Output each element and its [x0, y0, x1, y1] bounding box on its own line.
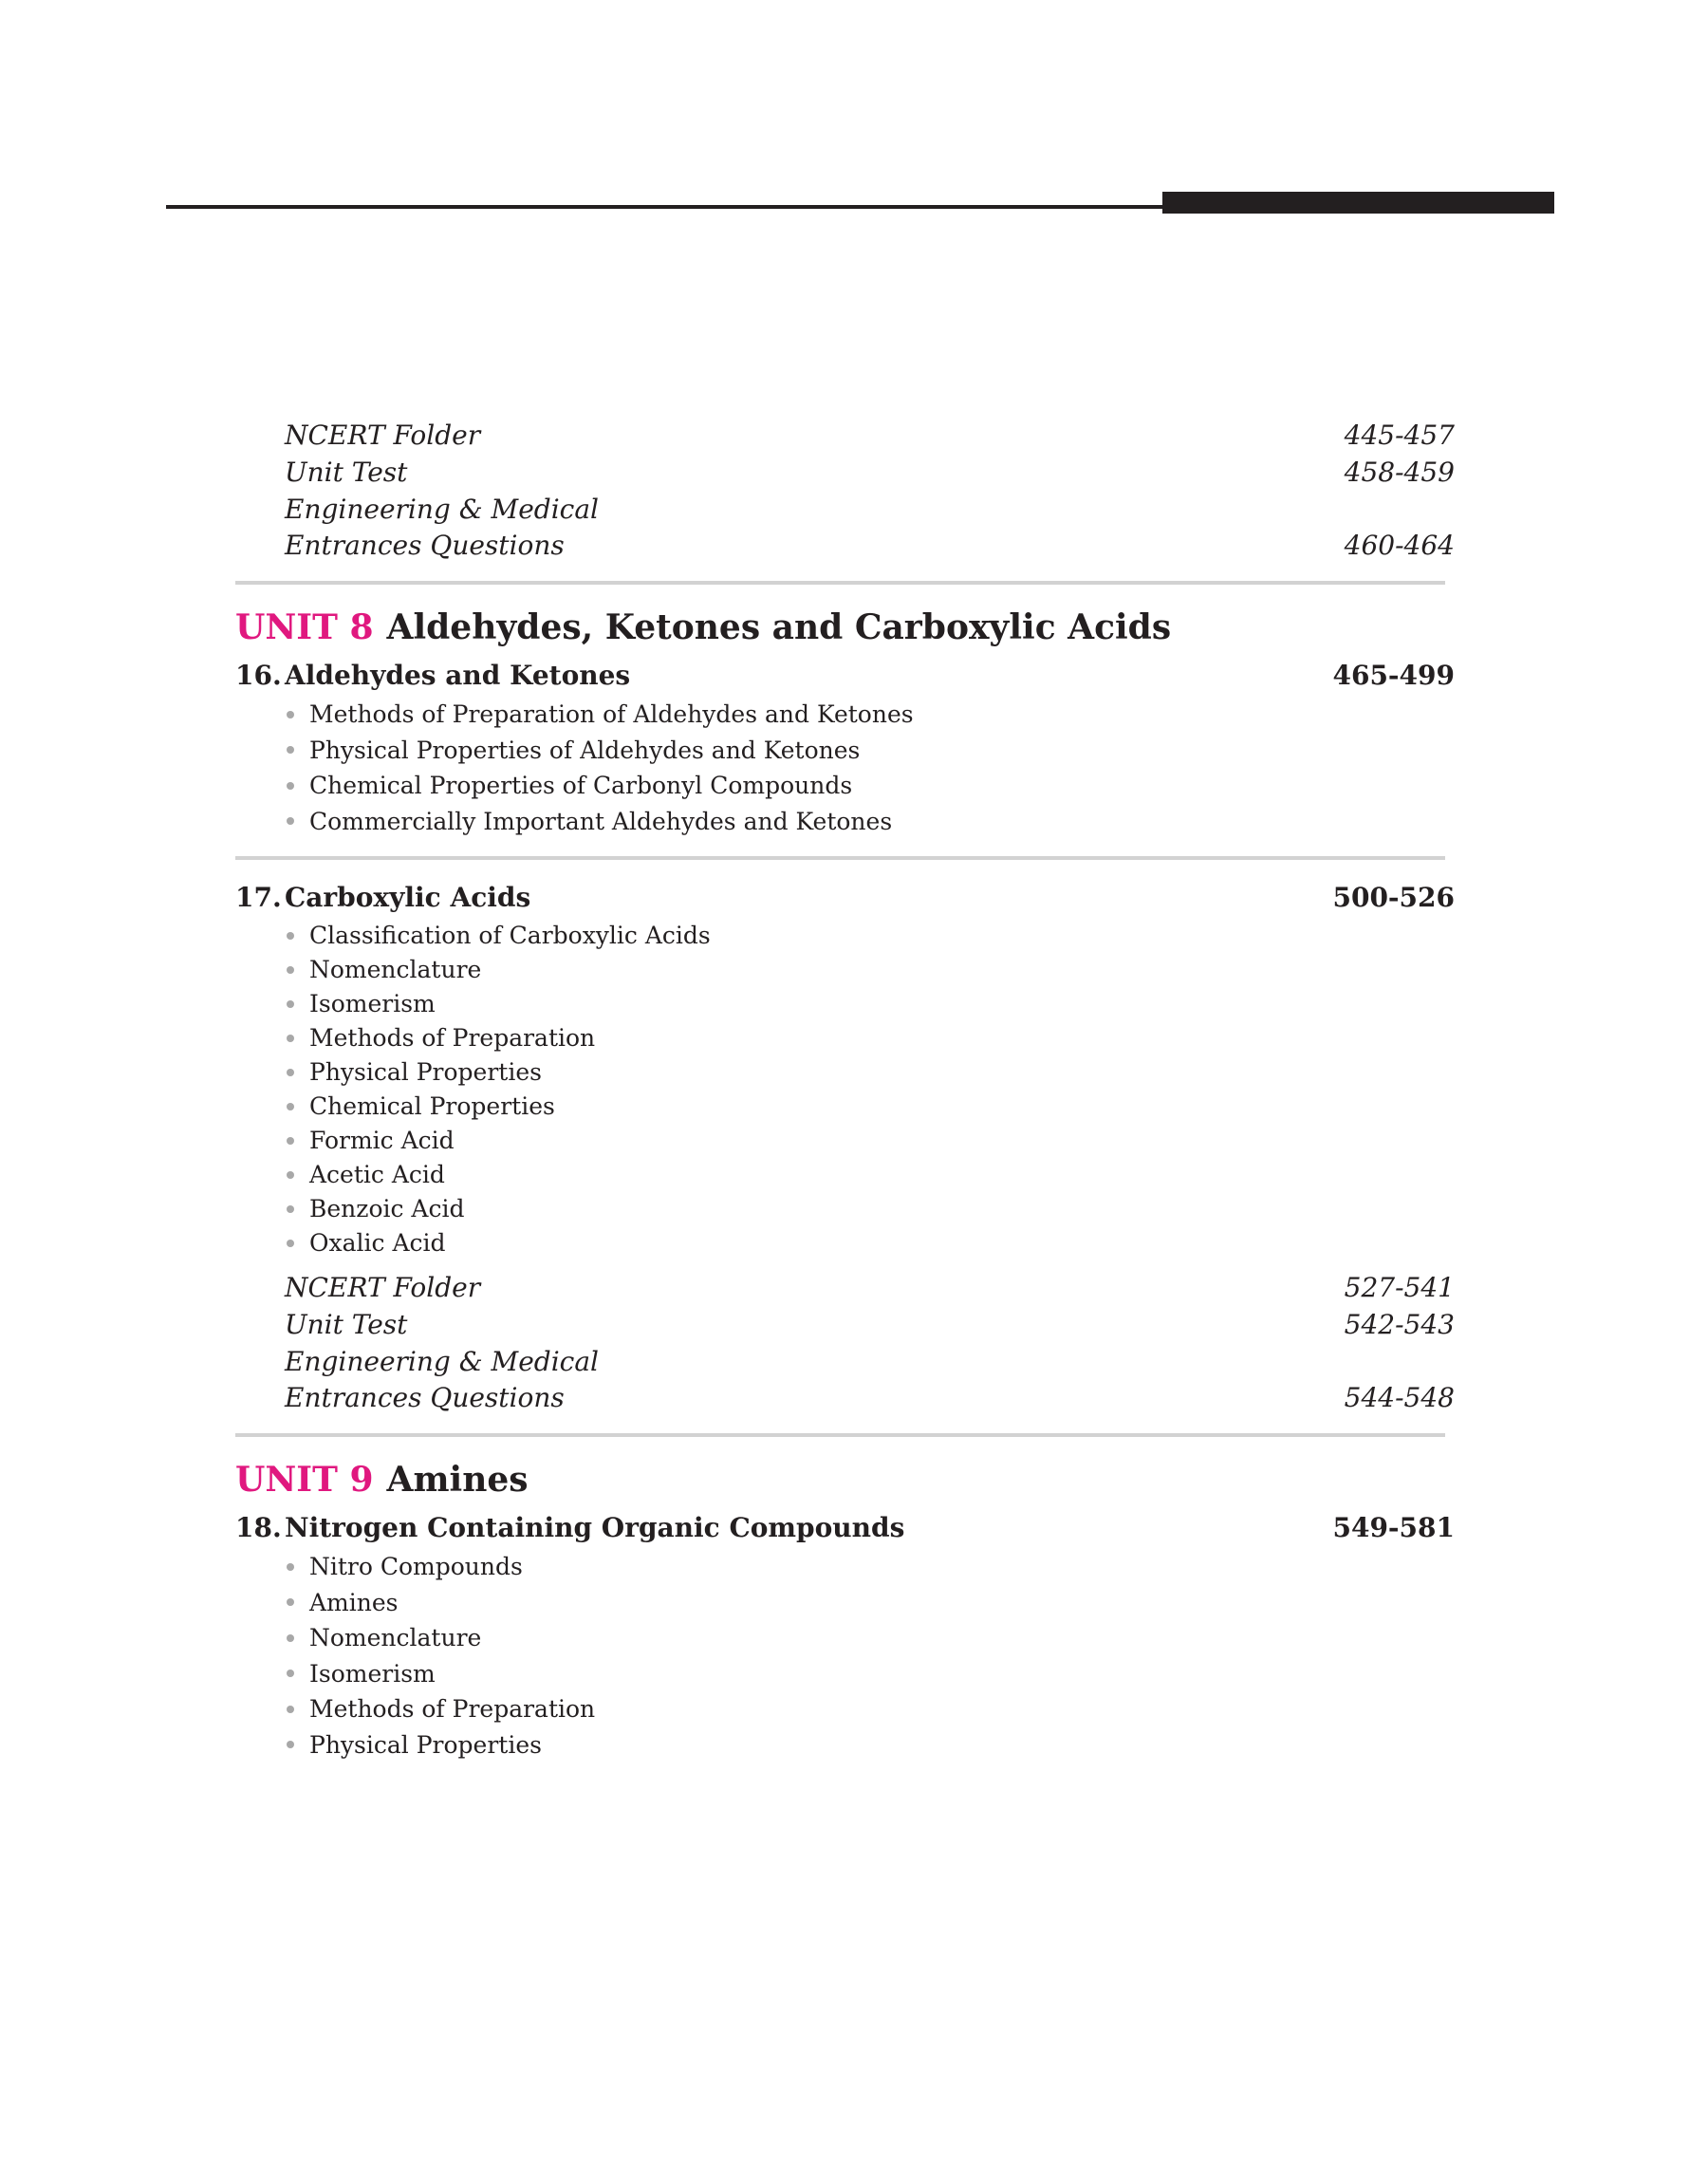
chapter-pages: 500-526	[1332, 882, 1455, 913]
topic-item: Commercially Important Aldehydes and Ketones	[285, 804, 1455, 840]
topic-list	[235, 697, 1455, 839]
chapter-pages: 465-499	[1332, 660, 1455, 691]
chapter-heading[interactable]	[235, 877, 1455, 919]
bullet-icon	[287, 711, 294, 718]
chapter-number: 17.	[235, 882, 282, 913]
topic-item: Amines	[285, 1585, 1455, 1621]
entry-pages: 460-464	[1344, 530, 1455, 561]
bullet-icon	[287, 932, 294, 940]
bullet-icon	[287, 1706, 294, 1713]
entry-label: Entrances Questions	[285, 530, 565, 561]
topic-item: Oxalic Acid	[285, 1226, 1455, 1260]
topic-item: Isomerism	[285, 1656, 1455, 1692]
bullet-icon	[287, 1741, 294, 1748]
bullet-icon	[287, 1035, 294, 1042]
chapter-pages: 549-581	[1332, 1512, 1455, 1543]
entry-label: Unit Test	[285, 457, 408, 488]
chapter-heading[interactable]	[235, 655, 1455, 697]
entry-label: NCERT Folder	[285, 420, 481, 451]
bullet-icon	[287, 782, 294, 790]
unit-heading	[235, 1454, 1455, 1505]
chapter-number: 18.	[235, 1512, 282, 1543]
section-divider	[235, 856, 1445, 860]
toc-entry-entrances-line1[interactable]	[235, 492, 1455, 528]
header-rule	[166, 205, 1162, 209]
bullet-icon	[287, 817, 294, 825]
unit-title: Amines	[386, 1460, 529, 1500]
entry-pages: 458-459	[1344, 457, 1455, 488]
entry-pages: 527-541	[1344, 1272, 1455, 1303]
topic-item: Nomenclature	[285, 953, 1455, 987]
topic-item: Physical Properties of Aldehydes and Ketones	[285, 733, 1455, 769]
topic-item: Nomenclature	[285, 1620, 1455, 1656]
toc-entry-ncert-folder[interactable]	[235, 1270, 1455, 1306]
bullet-icon	[287, 1598, 294, 1606]
chapter-title: Carboxylic Acids	[285, 882, 531, 913]
unit-number: UNIT 8	[235, 607, 374, 647]
topic-item: Methods of Preparation of Aldehydes and Ketones	[285, 697, 1455, 733]
topic-item: Formic Acid	[285, 1124, 1455, 1158]
section-divider	[235, 581, 1445, 585]
bullet-icon	[287, 966, 294, 974]
entry-pages: 542-543	[1344, 1309, 1455, 1340]
bullet-icon	[287, 1069, 294, 1076]
toc-entry-unit-test[interactable]	[235, 454, 1455, 492]
bullet-icon	[287, 1205, 294, 1213]
topic-item: Classification of Carboxylic Acids	[285, 919, 1455, 953]
entry-label: Unit Test	[285, 1309, 408, 1340]
bullet-icon	[287, 1634, 294, 1642]
table-of-contents	[235, 418, 1455, 1763]
entry-label: Entrances Questions	[285, 1382, 565, 1413]
topic-item: Nitro Compounds	[285, 1549, 1455, 1585]
topic-item: Acetic Acid	[285, 1158, 1455, 1192]
chapter-heading[interactable]	[235, 1507, 1455, 1549]
entry-pages: 544-548	[1344, 1382, 1455, 1413]
topic-item: Chemical Properties	[285, 1090, 1455, 1124]
toc-entry-unit-test[interactable]	[235, 1306, 1455, 1344]
toc-entry-ncert-folder[interactable]	[235, 418, 1455, 454]
topic-list	[235, 919, 1455, 1260]
entry-label: NCERT Folder	[285, 1272, 481, 1303]
unit-title: Aldehydes, Ketones and Carboxylic Acids	[386, 607, 1172, 647]
chapter-title: Aldehydes and Ketones	[285, 660, 631, 691]
unit-heading	[235, 602, 1455, 653]
topic-item: Methods of Preparation	[285, 1691, 1455, 1727]
bullet-icon	[287, 1000, 294, 1008]
section-divider	[235, 1433, 1445, 1437]
header-bar	[1162, 192, 1554, 214]
entry-pages: 445-457	[1344, 420, 1455, 451]
toc-entry-entrances-questions[interactable]	[235, 1380, 1455, 1416]
topic-item: Isomerism	[285, 987, 1455, 1021]
unit-number: UNIT 9	[235, 1460, 374, 1500]
toc-entry-entrances-questions[interactable]	[235, 528, 1455, 564]
topic-list	[235, 1549, 1455, 1763]
topic-item: Chemical Properties of Carbonyl Compounds	[285, 768, 1455, 804]
chapter-title: Nitrogen Containing Organic Compounds	[285, 1512, 905, 1543]
chapter-number: 16.	[235, 660, 282, 691]
entry-label: Engineering & Medical	[285, 494, 599, 525]
topic-item: Benzoic Acid	[285, 1192, 1455, 1226]
entry-label: Engineering & Medical	[285, 1346, 599, 1377]
toc-entry-entrances-line1[interactable]	[235, 1344, 1455, 1380]
bullet-icon	[287, 1171, 294, 1179]
bullet-icon	[287, 1137, 294, 1145]
bullet-icon	[287, 746, 294, 754]
topic-item: Methods of Preparation	[285, 1021, 1455, 1055]
bullet-icon	[287, 1103, 294, 1110]
spacer	[235, 1260, 1455, 1270]
bullet-icon	[287, 1563, 294, 1571]
topic-item: Physical Properties	[285, 1055, 1455, 1090]
bullet-icon	[287, 1240, 294, 1247]
topic-item: Physical Properties	[285, 1727, 1455, 1763]
bullet-icon	[287, 1670, 294, 1677]
